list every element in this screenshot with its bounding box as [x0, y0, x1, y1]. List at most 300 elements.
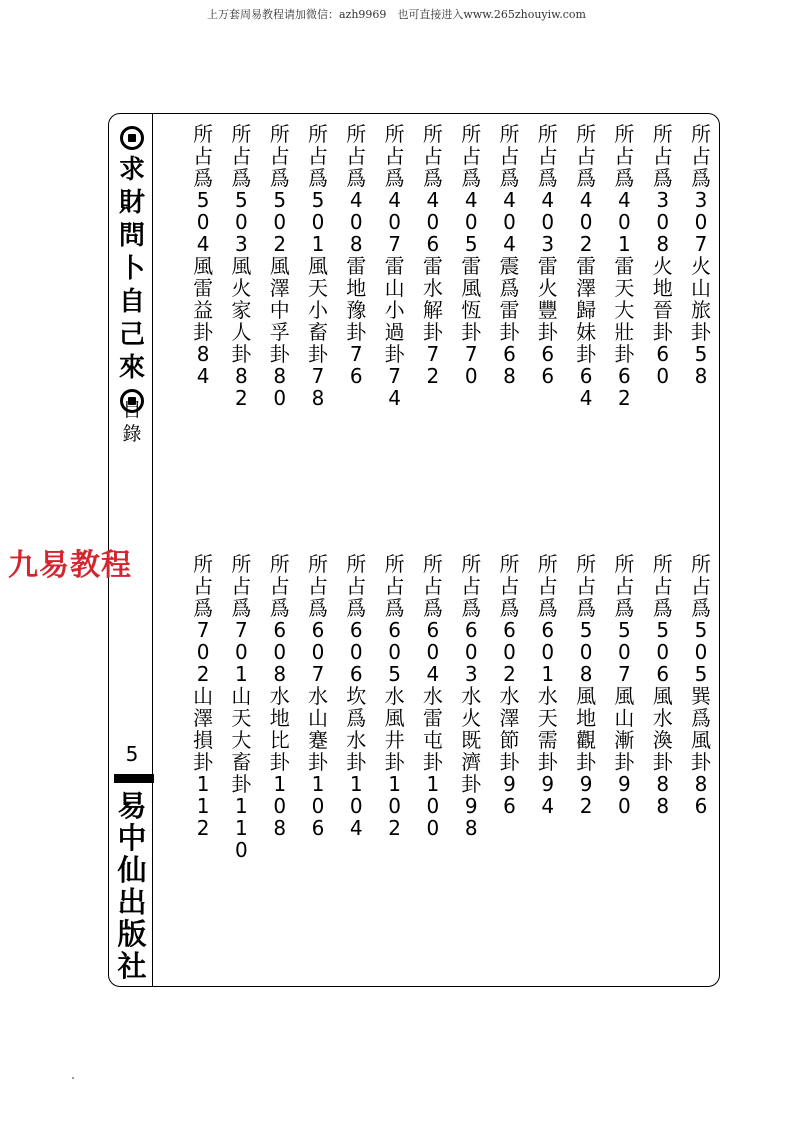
toc-char: 6 [273, 618, 287, 642]
toc-char: 卦 [614, 342, 635, 366]
toc-char: 1 [235, 794, 248, 818]
vertical-char: 來 [118, 353, 145, 383]
toc-char: 6 [541, 618, 555, 642]
toc-char: 山 [231, 684, 252, 708]
toc-char: 水 [346, 728, 367, 752]
toc-char: 占 [384, 144, 405, 168]
toc-char: 0 [541, 640, 555, 664]
toc-char: 1 [618, 232, 631, 256]
toc-char: 占 [537, 144, 558, 168]
toc-char: 節 [499, 728, 520, 752]
toc-char: 所 [652, 122, 673, 146]
toc-char: 卦 [346, 750, 367, 774]
toc-entry-bottom [341, 553, 371, 839]
toc-char: 6 [541, 342, 555, 366]
toc-char: 1 [196, 772, 210, 796]
toc-char: 4 [196, 232, 210, 256]
toc-char: 中 [269, 298, 290, 322]
toc-char: 爲 [652, 596, 673, 620]
toc-char: 大 [614, 298, 635, 322]
toc-char: 爲 [269, 596, 290, 620]
toc-char: 5 [579, 618, 593, 642]
toc-char: 0 [579, 640, 593, 664]
toc-char: 占 [269, 574, 290, 598]
vertical-char: 出 [117, 885, 147, 919]
toc-char: 火 [461, 706, 482, 730]
toc-entry-top [341, 123, 371, 387]
toc-char: 漸 [614, 728, 635, 752]
toc-char: 占 [231, 144, 252, 168]
toc-char: 7 [388, 364, 401, 388]
toc-char: 0 [273, 794, 287, 818]
toc-char: 豐 [537, 298, 558, 322]
toc-char: 解 [422, 298, 443, 322]
toc-char: 所 [461, 552, 482, 576]
toc-char: 8 [503, 364, 516, 388]
toc-char: 所 [499, 552, 520, 576]
toc-char: 所 [231, 552, 252, 576]
toc-char: 1 [311, 232, 325, 256]
toc-char: 0 [235, 210, 248, 234]
toc-char: 山 [193, 684, 214, 708]
toc-char: 所 [576, 122, 597, 146]
toc-entry-bottom [533, 553, 563, 817]
toc-char: 2 [579, 794, 593, 818]
toc-char: 占 [269, 144, 290, 168]
toc-char: 0 [388, 794, 401, 818]
toc-char: 0 [503, 210, 516, 234]
toc-char: 地 [652, 276, 673, 300]
toc-char: 天 [231, 706, 252, 730]
toc-char: 8 [311, 386, 325, 410]
toc-char: 卦 [231, 342, 252, 366]
toc-char: 8 [656, 794, 670, 818]
toc-char: 0 [426, 794, 440, 818]
toc-char: 所 [614, 122, 635, 146]
toc-char: 4 [618, 188, 631, 212]
toc-char: 壯 [614, 320, 635, 344]
toc-char: 4 [579, 188, 593, 212]
toc-char: 卦 [269, 750, 290, 774]
toc-char: 7 [694, 232, 708, 256]
toc-char: 2 [273, 232, 287, 256]
toc-char: 蹇 [308, 728, 328, 752]
toc-char: 6 [503, 342, 516, 366]
vertical-char: 求 [118, 155, 145, 185]
toc-char: 晉 [652, 298, 673, 322]
toc-char: 卦 [269, 342, 290, 366]
toc-char: 4 [196, 364, 210, 388]
toc-char: 6 [311, 816, 325, 840]
toc-char: 澤 [193, 706, 214, 730]
toc-char: 觀 [576, 728, 597, 752]
toc-char: 4 [541, 188, 555, 212]
toc-char: 8 [273, 816, 287, 840]
toc-char: 0 [311, 210, 325, 234]
toc-char: 所 [422, 552, 443, 576]
toc-char: 爲 [193, 596, 214, 620]
toc-char: 5 [656, 618, 670, 642]
toc-char: 爲 [346, 166, 367, 190]
toc-char: 占 [576, 144, 597, 168]
toc-char: 爲 [691, 166, 711, 190]
toc-char: 雷 [614, 254, 635, 278]
toc-char: 0 [426, 640, 440, 664]
toc-entry-top [571, 123, 601, 409]
page-number: 5 [125, 742, 139, 766]
toc-char: 4 [503, 232, 516, 256]
vertical-char: 中 [117, 821, 147, 855]
toc-char: 0 [618, 640, 631, 664]
toc-char: 占 [346, 574, 367, 598]
toc-char: 占 [384, 574, 405, 598]
vertical-char: 目 [122, 399, 142, 421]
toc-char: 7 [388, 232, 401, 256]
toc-char: 爲 [537, 596, 558, 620]
toc-char: 風 [576, 684, 597, 708]
toc-entry-bottom [495, 553, 525, 817]
toc-char: 水 [537, 684, 558, 708]
toc-char: 1 [426, 772, 440, 796]
toc-char: 0 [426, 210, 440, 234]
toc-entry-bottom [303, 553, 333, 839]
toc-char: 8 [196, 342, 210, 366]
toc-char: 9 [541, 772, 555, 796]
toc-char: 0 [464, 640, 478, 664]
toc-char: 0 [464, 210, 478, 234]
toc-char: 占 [308, 144, 328, 168]
toc-char: 天 [614, 276, 635, 300]
toc-char: 所 [193, 552, 214, 576]
toc-entry-bottom [609, 553, 639, 817]
toc-entry-top [533, 123, 563, 387]
toc-char: 8 [464, 816, 478, 840]
toc-char: 8 [273, 364, 287, 388]
toc-char: 4 [388, 188, 401, 212]
toc-char: 占 [422, 144, 443, 168]
toc-char: 所 [308, 122, 328, 146]
toc-char: 火 [652, 254, 673, 278]
vertical-char: 己 [118, 320, 145, 350]
toc-char: 7 [618, 662, 631, 686]
toc-char: 0 [388, 210, 401, 234]
toc-char: 爲 [691, 706, 711, 730]
toc-char: 0 [656, 210, 670, 234]
toc-char: 0 [656, 640, 670, 664]
toc-char: 0 [464, 364, 478, 388]
toc-char: 水 [422, 684, 443, 708]
toc-char: 4 [579, 386, 593, 410]
toc-char: 5 [694, 662, 708, 686]
toc-char: 天 [537, 706, 558, 730]
toc-char: 占 [422, 574, 443, 598]
toc-char: 卦 [537, 750, 558, 774]
toc-char: 所 [576, 552, 597, 576]
toc-entry-top [495, 123, 525, 387]
toc-char: 風 [384, 706, 405, 730]
toc-char: 爲 [537, 166, 558, 190]
book-title [112, 122, 152, 417]
toc-char: 爲 [652, 166, 673, 190]
toc-char: 4 [349, 816, 363, 840]
toc-char: 人 [231, 320, 252, 344]
toc-char: 所 [537, 122, 558, 146]
toc-char: 風 [269, 254, 290, 278]
toc-entry-bottom [226, 553, 256, 861]
toc-char: 9 [618, 772, 631, 796]
toc-char: 5 [235, 188, 248, 212]
toc-char: 卦 [652, 750, 673, 774]
toc-entry-bottom [418, 553, 448, 839]
toc-char: 0 [541, 210, 555, 234]
toc-char: 卦 [193, 320, 214, 344]
toc-char: 0 [618, 794, 631, 818]
toc-char: 雷 [422, 254, 443, 278]
toc-char: 風 [691, 728, 711, 752]
vertical-char: 卜 [118, 254, 145, 284]
vertical-char: 社 [117, 949, 147, 983]
toc-char: 卦 [422, 320, 443, 344]
toc-entry-bottom [571, 553, 601, 817]
toc-char: 6 [694, 794, 708, 818]
toc-char: 4 [464, 188, 478, 212]
toc-entry-top [303, 123, 333, 409]
toc-char: 3 [656, 188, 670, 212]
toc-char: 水 [269, 684, 290, 708]
toc-char: 7 [196, 618, 210, 642]
toc-char: 2 [618, 386, 631, 410]
black-bar [114, 774, 154, 783]
toc-char: 0 [196, 210, 210, 234]
toc-char: 8 [694, 364, 708, 388]
publisher [112, 790, 152, 982]
toc-entry-bottom [648, 553, 678, 817]
toc-char: 小 [308, 298, 328, 322]
toc-char: 1 [541, 662, 555, 686]
toc-char: 1 [235, 816, 248, 840]
toc-char: 5 [618, 618, 631, 642]
toc-char: 所 [193, 122, 214, 146]
toc-char: 6 [426, 232, 440, 256]
toc-char: 卦 [384, 342, 405, 366]
toc-char: 4 [349, 188, 363, 212]
toc-char: 爲 [499, 596, 520, 620]
toc-char: 0 [311, 794, 325, 818]
toc-char: 渙 [652, 728, 673, 752]
toc-char: 卦 [461, 320, 482, 344]
toc-char: 占 [499, 574, 520, 598]
toc-char: 雷 [499, 298, 520, 322]
toc-char: 所 [422, 122, 443, 146]
toc-char: 6 [311, 618, 325, 642]
toc-char: 所 [269, 122, 290, 146]
toc-char: 卦 [461, 772, 482, 796]
toc-char: 1 [196, 794, 210, 818]
toc-char: 6 [426, 618, 440, 642]
toc-char: 爲 [499, 166, 520, 190]
toc-char: 所 [461, 122, 482, 146]
toc-char: 0 [694, 210, 708, 234]
toc-char: 占 [461, 574, 482, 598]
toc-char: 卦 [499, 320, 520, 344]
toc-char: 卦 [652, 320, 673, 344]
toc-char: 6 [579, 364, 593, 388]
frame-divider [152, 113, 153, 987]
toc-entry-bottom [380, 553, 410, 839]
toc-char: 6 [656, 342, 670, 366]
toc-char: 雷 [422, 706, 443, 730]
toc-char: 損 [193, 728, 214, 752]
toc-char: 2 [388, 816, 401, 840]
toc-char: 0 [349, 640, 363, 664]
toc-char: 需 [537, 728, 558, 752]
toc-char: 7 [464, 342, 478, 366]
toc-char: 火 [231, 276, 252, 300]
toc-char: 占 [614, 144, 635, 168]
toc-char: 所 [346, 552, 367, 576]
toc-char: 地 [269, 706, 290, 730]
toc-char: 所 [691, 552, 711, 576]
toc-char: 6 [503, 618, 516, 642]
toc-char: 孚 [269, 320, 290, 344]
vertical-char: 仙 [117, 853, 147, 887]
toc-char: 8 [349, 232, 363, 256]
toc-char: 地 [346, 276, 367, 300]
toc-char: 占 [537, 574, 558, 598]
toc-char: 6 [464, 618, 478, 642]
section-label-vertical [122, 398, 141, 446]
toc-char: 0 [273, 640, 287, 664]
toc-char: 火 [537, 276, 558, 300]
toc-char: 4 [541, 794, 555, 818]
toc-char: 占 [691, 144, 711, 168]
toc-char: 4 [388, 386, 401, 410]
toc-char: 山 [308, 706, 328, 730]
toc-char: 妹 [576, 320, 597, 344]
toc-char: 爲 [461, 596, 482, 620]
toc-char: 爲 [384, 596, 405, 620]
toc-char: 風 [231, 254, 252, 278]
toc-char: 2 [579, 232, 593, 256]
toc-char: 0 [349, 794, 363, 818]
toc-char: 卦 [346, 320, 367, 344]
toc-char: 5 [694, 342, 708, 366]
toc-entry-bottom [265, 553, 295, 839]
toc-char: 9 [579, 772, 593, 796]
publisher-vertical [117, 790, 146, 982]
toc-char: 天 [308, 276, 328, 300]
toc-char: 卦 [537, 320, 558, 344]
toc-char: 所 [537, 552, 558, 576]
toc-char: 8 [694, 772, 708, 796]
toc-char: 0 [656, 364, 670, 388]
toc-char: 2 [426, 364, 440, 388]
toc-char: 1 [235, 662, 248, 686]
toc-char: 2 [235, 386, 248, 410]
vertical-char: 版 [117, 917, 147, 951]
toc-char: 爲 [614, 596, 635, 620]
toc-char: 占 [308, 574, 328, 598]
toc-char: 占 [499, 144, 520, 168]
toc-char: 4 [503, 188, 516, 212]
toc-char: 地 [576, 706, 597, 730]
toc-char: 卦 [576, 750, 597, 774]
toc-char: 2 [196, 662, 210, 686]
toc-char: 5 [388, 662, 401, 686]
toc-char: 澤 [269, 276, 290, 300]
toc-char: 畜 [231, 750, 252, 774]
toc-char: 豫 [346, 298, 367, 322]
toc-char: 所 [652, 552, 673, 576]
toc-char: 卦 [308, 750, 328, 774]
toc-char: 5 [694, 618, 708, 642]
toc-char: 6 [618, 364, 631, 388]
toc-char: 所 [384, 122, 405, 146]
toc-char: 爲 [231, 596, 252, 620]
vertical-char: 財 [118, 188, 145, 218]
toc-char: 5 [196, 188, 210, 212]
scan-speck [72, 1077, 74, 1079]
toc-char: 8 [656, 772, 670, 796]
toc-char: 卦 [308, 342, 328, 366]
toc-char: 山 [691, 276, 711, 300]
toc-char: 7 [311, 662, 325, 686]
toc-char: 占 [652, 144, 673, 168]
toc-char: 爲 [422, 166, 443, 190]
toc-char: 8 [579, 662, 593, 686]
toc-char: 卦 [422, 750, 443, 774]
toc-char: 雷 [537, 254, 558, 278]
toc-char: 卦 [691, 750, 711, 774]
toc-char: 占 [614, 574, 635, 598]
toc-char: 風 [461, 276, 482, 300]
toc-char: 爲 [422, 596, 443, 620]
toc-char: 0 [311, 640, 325, 664]
toc-entry-top [609, 123, 639, 409]
toc-char: 所 [269, 552, 290, 576]
toc-char: 3 [694, 188, 708, 212]
toc-char: 0 [503, 640, 516, 664]
toc-char: 爲 [384, 166, 405, 190]
toc-char: 濟 [461, 750, 482, 774]
toc-char: 8 [273, 662, 287, 686]
section-label [118, 398, 146, 446]
toc-entry-top [456, 123, 486, 387]
toc-char: 6 [503, 794, 516, 818]
toc-char: 0 [196, 640, 210, 664]
toc-char: 4 [426, 188, 440, 212]
toc-char: 3 [541, 232, 555, 256]
vertical-char: 自 [118, 287, 145, 317]
toc-char: 井 [384, 728, 405, 752]
toc-char: 卦 [691, 320, 711, 344]
toc-char: 卦 [614, 750, 635, 774]
toc-char: 4 [426, 662, 440, 686]
toc-char: 7 [235, 618, 248, 642]
toc-char: 占 [193, 144, 214, 168]
toc-char: 爲 [346, 596, 367, 620]
toc-char: 爲 [269, 166, 290, 190]
toc-char: 所 [308, 552, 328, 576]
toc-char: 水 [652, 706, 673, 730]
toc-char: 9 [503, 772, 516, 796]
toc-char: 5 [311, 188, 325, 212]
toc-char: 爲 [231, 166, 252, 190]
toc-char: 6 [349, 618, 363, 642]
toc-char: 0 [694, 640, 708, 664]
toc-char: 0 [273, 386, 287, 410]
toc-char: 3 [464, 662, 478, 686]
